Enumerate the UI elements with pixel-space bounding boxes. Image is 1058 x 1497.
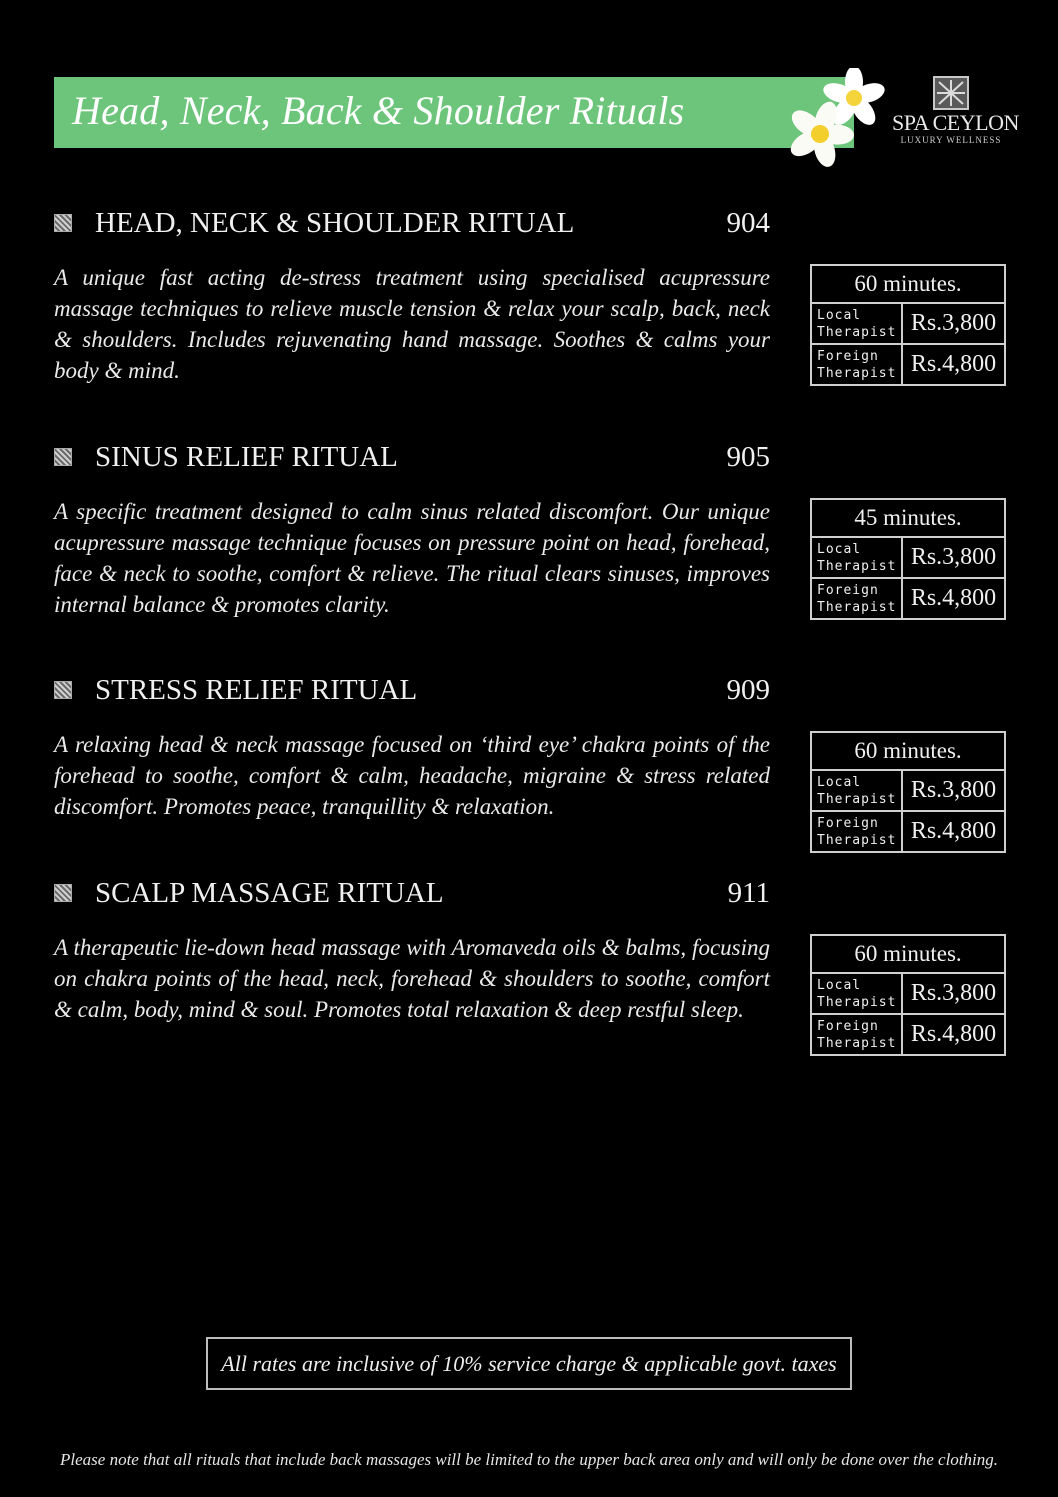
ritual-name: SINUS RELIEF RITUAL [95,441,398,473]
footer-note: Please note that all rituals that include back massages will be limited to the upper back area only and will only be done over the clothing. [60,1450,998,1469]
spa-ceylon-logo [892,76,1019,146]
ritual-code: 909 [726,674,770,706]
bullet-icon [54,884,72,902]
duration: 45 minutes. [811,499,1005,537]
foreign-price: Rs.4,800 [902,344,1005,385]
foreign-price: Rs.4,800 [902,811,1005,852]
local-therapist-label: Local Therapist [811,303,902,344]
local-price: Rs.3,800 [902,770,1005,811]
foreign-therapist-label: Foreign Therapist [811,578,902,619]
duration: 60 minutes. [811,732,1005,770]
rates-note: All rates are inclusive of 10% service charge & applicable govt. taxes [206,1337,852,1390]
foreign-therapist-label: Foreign Therapist [811,1014,902,1055]
local-therapist-label: Local Therapist [811,770,902,811]
brand-name: SPA CEYLON [892,110,1019,135]
local-therapist-label: Local Therapist [811,537,902,578]
bullet-icon [54,214,72,232]
local-price: Rs.3,800 [902,537,1005,578]
local-price: Rs.3,800 [902,303,1005,344]
ritual-description: A unique fast acting de-stress treatment using specialised acupressure massage techniques to relieve muscle tension & relax your scalp, back, neck & shoulders. Includes rejuvenating hand massage. Soothes & calms your body & mind. [54,265,770,383]
duration: 60 minutes. [811,265,1005,303]
local-therapist-label: Local Therapist [811,973,902,1014]
ritual-name: HEAD, NECK & SHOULDER RITUAL [95,207,575,239]
ritual-code: 905 [726,441,770,473]
price-table [810,731,1006,853]
ritual-description: A therapeutic lie-down head massage with Aromaveda oils & balms, focusing on chakra points of the head, neck, forehead & shoulders to soothe, comfort & calm, body, mind & soul. Promotes total relaxation & deep restful sleep. [54,935,770,1022]
price-table [810,934,1006,1056]
ritual-name: STRESS RELIEF RITUAL [95,674,418,706]
price-table [810,264,1006,386]
brand-emblem-icon [933,76,969,110]
ritual-code: 911 [727,877,770,909]
foreign-therapist-label: Foreign Therapist [811,344,902,385]
foreign-therapist-label: Foreign Therapist [811,811,902,852]
foreign-price: Rs.4,800 [902,1014,1005,1055]
frangipani-flower-icon [782,68,894,168]
local-price: Rs.3,800 [902,973,1005,1014]
ritual-description: A specific treatment designed to calm sinus related discomfort. Our unique acupressure massage technique focuses on pressure point on head, forehead, face & neck to soothe, comfort & relieve. The ritual clears sinuses, improves internal balance & promotes clarity. [54,499,770,617]
ritual-code: 904 [726,207,770,239]
title-banner [54,77,854,148]
bullet-icon [54,681,72,699]
brand-tagline: LUXURY WELLNESS [900,135,1002,145]
bullet-icon [54,448,72,466]
duration: 60 minutes. [811,935,1005,973]
ritual-description: A relaxing head & neck massage focused on ‘third eye’ chakra points of the forehead to soothe, comfort & calm, headache, migraine & stress related discomfort. Promotes peace, tranquillity & relaxation. [54,732,770,819]
foreign-price: Rs.4,800 [902,578,1005,619]
page-title: Head, Neck, Back & Shoulder Rituals [72,88,685,133]
price-table [810,498,1006,620]
ritual-name: SCALP MASSAGE RITUAL [95,877,444,909]
